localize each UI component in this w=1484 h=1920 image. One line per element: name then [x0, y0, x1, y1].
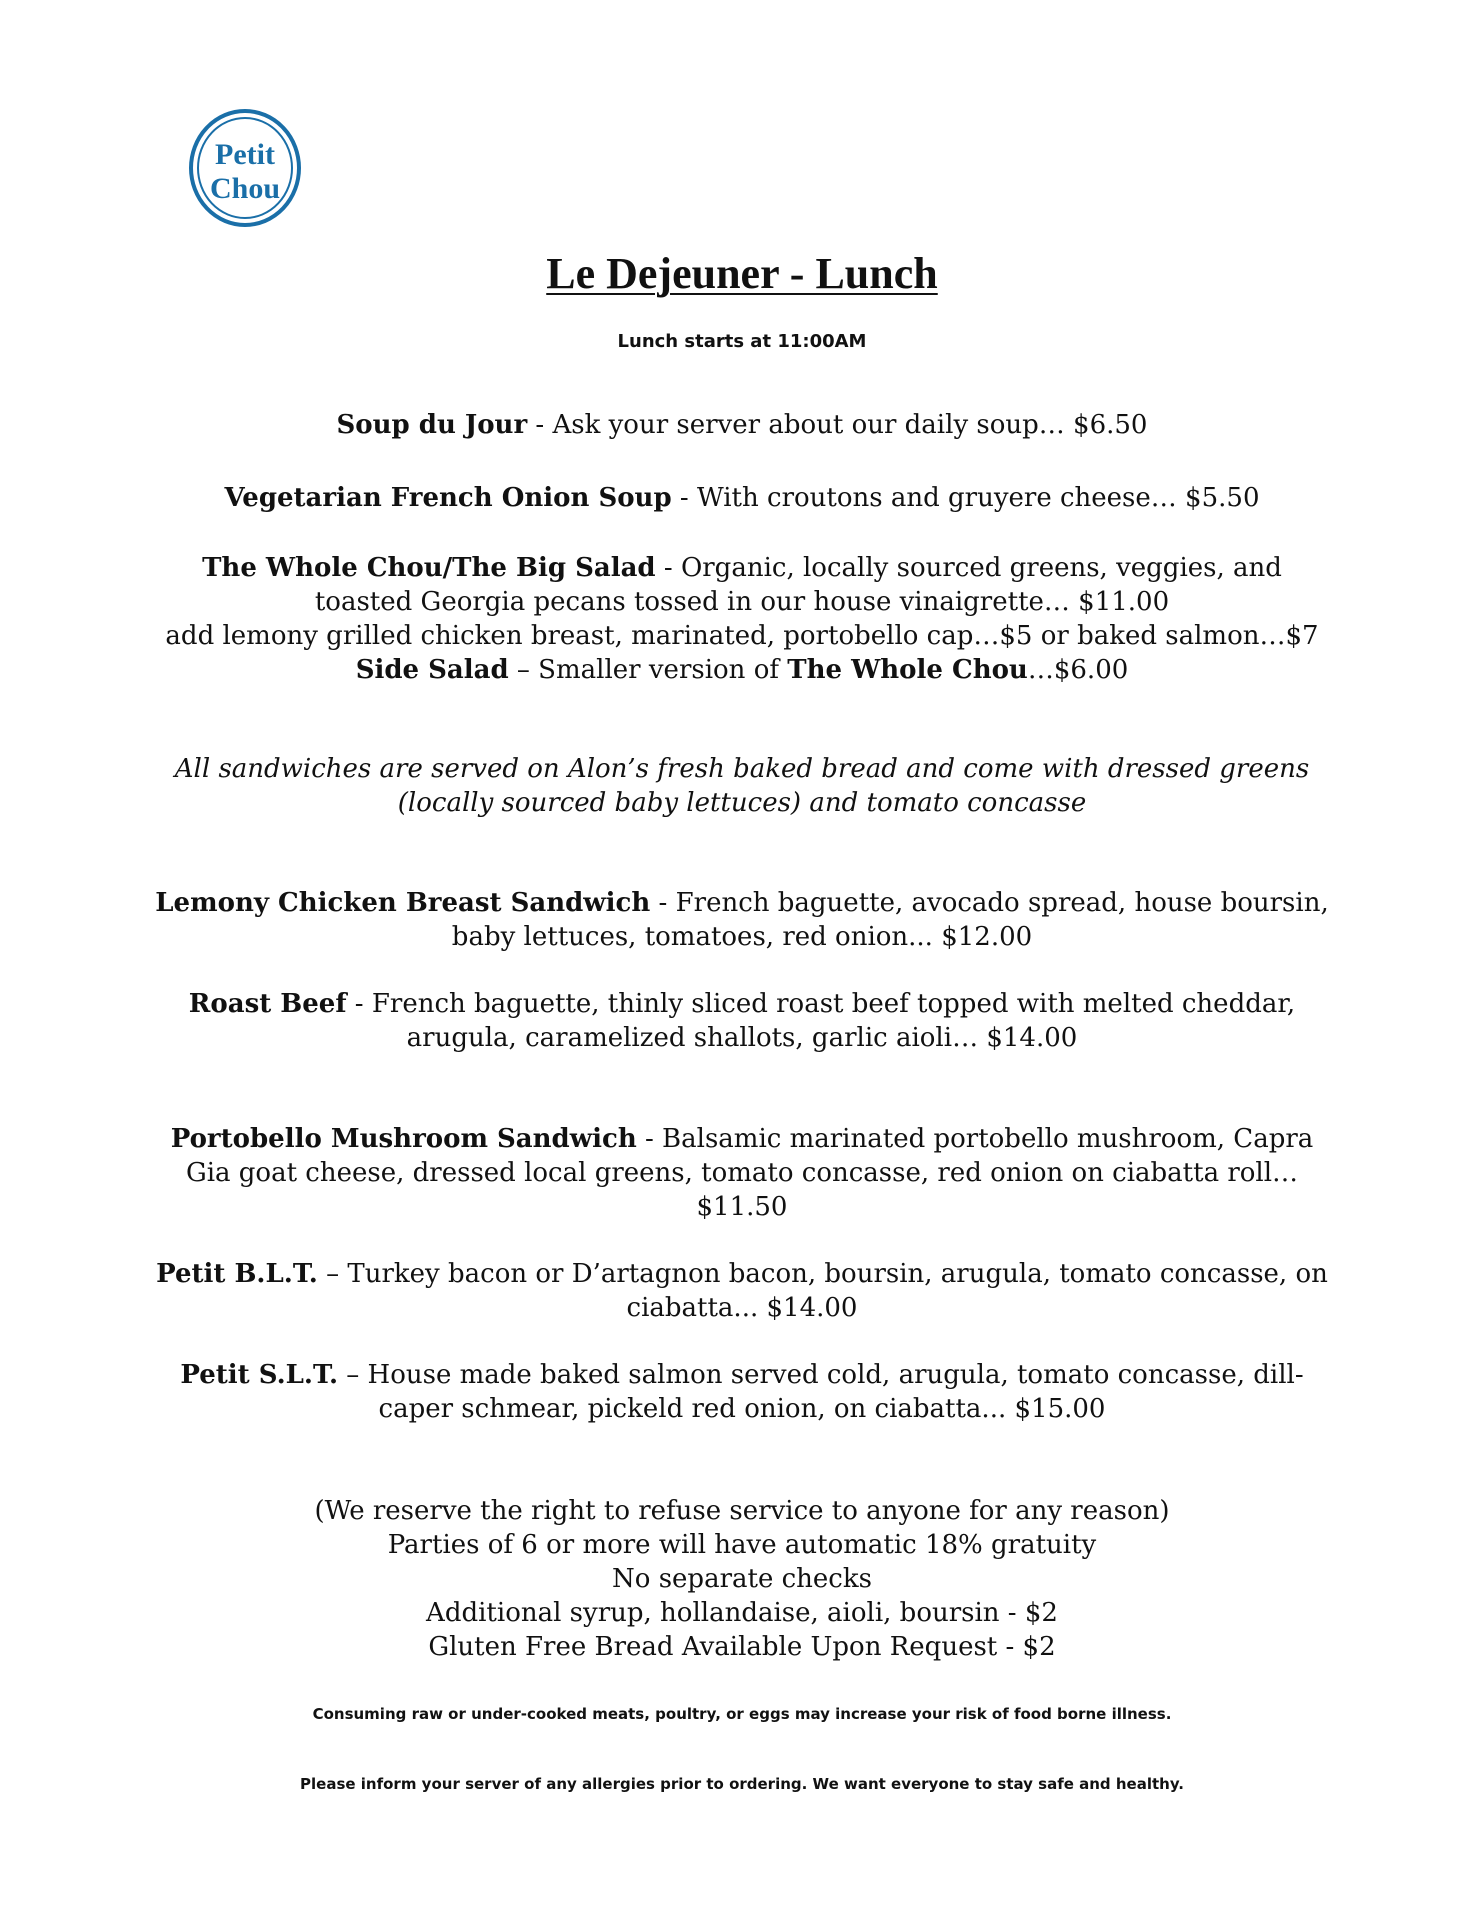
- item-name: The Whole Chou/The Big Salad: [202, 553, 656, 583]
- menu-item-soup-du-jour: [150, 408, 1334, 442]
- item-description: – House made baked salmon served cold, arugula, tomato concasse, dill-caper schmear, pickeld red onion, on ciabatta... $15.00: [338, 1360, 1304, 1424]
- salad-addon: add lemony grilled chicken breast, marinated, portobello cap…$5 or baked salmon…$7: [165, 621, 1319, 651]
- logo-text-line2: Chou: [209, 172, 281, 205]
- menu-item-petit-blt: [150, 1257, 1334, 1325]
- menu-item-french-onion-soup: [150, 481, 1334, 515]
- item-description: - Balsamic marinated portobello mushroom, Capra Gia goat cheese, dressed local greens, tomato concasse, red onion on ciabatta roll… $11.50: [185, 1124, 1314, 1222]
- menu-item-roast-beef: [150, 987, 1334, 1055]
- item-name: Petit S.L.T.: [180, 1360, 339, 1390]
- menu-item-petit-slt: [150, 1358, 1334, 1426]
- item-name: Roast Beef: [188, 989, 347, 1019]
- item-name: Side Salad: [355, 655, 509, 685]
- policy-line: Additional syrup, hollandaise, aioli, boursin - $2: [426, 1598, 1058, 1628]
- menu-item-side-salad: [150, 653, 1334, 687]
- item-description: – Smaller version of: [508, 655, 788, 685]
- item-description: – Turkey bacon or D’artagnon bacon, boursin, arugula, tomato concasse, on ciabatta... $14.00: [317, 1259, 1328, 1323]
- item-name: Petit B.L.T.: [156, 1259, 318, 1289]
- page-title: Le Dejeuner - Lunch: [546, 249, 938, 298]
- allergy-notice: Please inform your server of any allergies prior to ordering. We want everyone to stay safe and healthy.: [300, 1775, 1184, 1793]
- raw-food-warning: Consuming raw or under-cooked meats, poultry, or eggs may increase your risk of food borne illness.: [312, 1705, 1172, 1723]
- item-name: Lemony Chicken Breast Sandwich: [155, 888, 651, 918]
- petit-chou-logo: [188, 108, 302, 228]
- sandwich-note: All sandwiches are served on Alon’s fresh baked bread and come with dressed greens (locally sourced baby lettuces) and tomato concasse: [174, 754, 1310, 818]
- item-description: - French baguette, avocado spread, house boursin, baby lettuces, tomatoes, red onion... $12.00: [451, 888, 1329, 952]
- menu-item-portobello-sandwich: [150, 1122, 1334, 1224]
- item-price: …$6.00: [1027, 655, 1129, 685]
- logo-text-line1: Petit: [215, 138, 275, 171]
- lunch-start-time: Lunch starts at 11:00AM: [617, 331, 867, 352]
- item-description: - French baguette, thinly sliced roast beef topped with melted cheddar, arugula, caramelized shallots, garlic aioli… $14.00: [346, 989, 1296, 1053]
- item-description: - With croutons and gruyere cheese… $5.50: [671, 483, 1260, 513]
- policies: [150, 1494, 1334, 1664]
- item-name: Portobello Mushroom Sandwich: [170, 1124, 637, 1154]
- menu-item-chicken-sandwich: [150, 886, 1334, 954]
- policy-line: Parties of 6 or more will have automatic 18% gratuity: [387, 1530, 1097, 1560]
- item-description: - Ask your server about our daily soup… $6.50: [527, 410, 1148, 440]
- policy-line: Gluten Free Bread Available Upon Request - $2: [428, 1632, 1056, 1662]
- policy-line: No separate checks: [612, 1564, 872, 1594]
- policy-line: (We reserve the right to refuse service to anyone for any reason): [314, 1496, 1170, 1526]
- menu-item-big-salad: [150, 551, 1334, 687]
- item-name: Soup du Jour: [336, 410, 528, 440]
- item-reference: The Whole Chou: [787, 655, 1028, 685]
- item-description: - Organic, locally sourced greens, veggies, and toasted Georgia pecans tossed in our house vinaigrette… $11.00: [314, 553, 1282, 617]
- item-name: Vegetarian French Onion Soup: [224, 483, 672, 513]
- logo-emblem: [188, 108, 302, 228]
